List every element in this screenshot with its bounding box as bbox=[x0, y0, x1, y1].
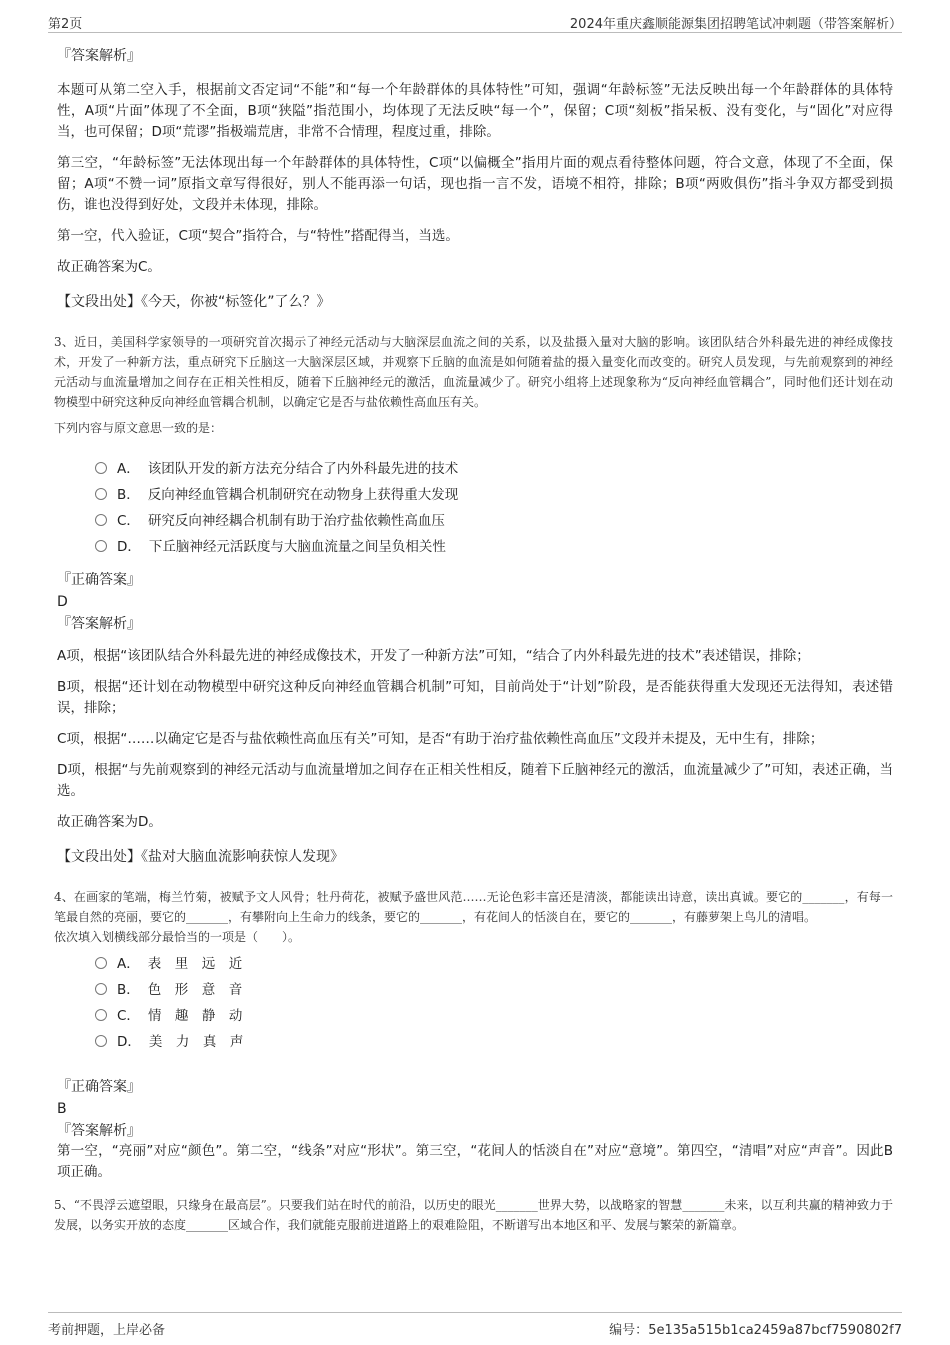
q3-analysis-d: D项，根据“与先前观察到的神经元活动与血流量增加之间存在正相关性相反，随着下丘脑神经元的激活，血流量减少了”可知，表述正确，当选。 bbox=[57, 762, 893, 799]
q4-analysis: 第一空，“亮丽”对应“颜色”。第二空，“线条”对应“形状”。第三空，“花间人的恬淡自在”对应“意境”。第四空，“清唱”对应“声音”。因此B项正确。 bbox=[57, 1143, 893, 1180]
footer-slogan: 考前押题，上岸必备 bbox=[48, 1323, 166, 1338]
q3-option-b[interactable]: B． 反向神经血管耦合机制研究在动物身上获得重大发现 bbox=[95, 482, 893, 508]
correct-label: 『正确答案』 bbox=[57, 572, 141, 588]
radio-icon[interactable] bbox=[95, 983, 107, 995]
q4-option-c[interactable]: C． 情 趣 静 动 bbox=[95, 1003, 893, 1029]
q3-source: 【文段出处】《盐对大脑血流影响获惊人发现》 bbox=[57, 849, 344, 865]
analysis-label: 『答案解析』 bbox=[57, 616, 141, 632]
q3-analysis-b: B项，根据“还计划在动物模型中研究这种反向神经血管耦合机制”可知，目前尚处于“计划”阶段，是否能获得重大发现还无法得知，表述错误，排除； bbox=[57, 679, 893, 716]
q4-prompt: 依次填入划横线部分最恰当的一项是（ ）。 bbox=[54, 930, 301, 944]
q2-source: 【文段出处】《今天，你被“标签化”了么？》 bbox=[57, 294, 331, 310]
q3-stem: 3、近日，美国科学家领导的一项研究首次揭示了神经元活动与大脑深层血流之间的关系，以及盐摄入量对大脑的影响。该团队结合外科最先进的神经成像技术，开发了一种新方法，重点研究下丘脑这一大脑深层区域，并观察下丘脑的血流是如何随着盐的摄入量变化而改变的。研究人员发现，与先前观察到的神经元活动与血流量增加之间存在正相关性相反，随着下丘脑神经元的激活，血流量减少了。研究小组将上述现象称为“反向神经血管耦合”，同时他们还计划在动物模型中研究这种反向神经血管耦合机制，以确定它是否与盐依赖性高血压有关。 bbox=[54, 335, 893, 409]
document-body bbox=[54, 46, 893, 1241]
q4-option-a[interactable]: A． 表 里 远 近 bbox=[95, 951, 893, 977]
correct-label: 『正确答案』 bbox=[57, 1079, 141, 1095]
q3-options bbox=[95, 456, 893, 560]
document-title: 2024年重庆鑫顺能源集团招聘笔试冲刺题（带答案解析） bbox=[569, 17, 902, 32]
analysis-label: 『答案解析』 bbox=[57, 48, 141, 64]
q2-analysis-p2: 第三空，“年龄标签”无法体现出每一个年龄群体的具体特性，C项“以偏概全”指用片面的观点看待整体问题，符合文意，体现了不全面，保留；A项“不赞一词”原指文章写得很好，别人不能再添一句话，现也指一言不发，语境不相符，排除；B项“两败俱伤”指斗争双方都受到损伤，谁也没得到好处，文段并未体现，排除。 bbox=[57, 155, 893, 213]
q3-option-d[interactable]: D． 下丘脑神经元活跃度与大脑血流量之间呈负相关性 bbox=[95, 534, 893, 560]
q3-answer: D bbox=[57, 594, 68, 610]
radio-icon[interactable] bbox=[95, 488, 107, 500]
q3-prompt: 下列内容与原文意思一致的是： bbox=[54, 421, 223, 435]
q2-analysis-p1: 本题可从第二空入手，根据前文否定词“不能”和“每一个年龄群体的具体特性”可知，强调“年龄标签”无法反映出每一个年龄群体的具体特性，A项“片面”体现了不全面，B项“狭隘”指范围小，均体现了无法反映“每一个”，保留；C项“刻板”指呆板、没有变化，与“固化”对应得当，也可保留；D项“荒谬”指极端荒唐，非常不合情理，程度过重，排除。 bbox=[57, 82, 893, 140]
q4-stem: 4、在画家的笔端，梅兰竹菊，被赋予文人风骨；牡丹荷花，被赋予盛世风范……无论色彩丰富还是清淡，都能读出诗意，读出真诚。要它的_______，有每一笔最自然的亮丽，要它的_______，有攀附向上生命力的线条，要它的_______，有花间人的恬淡自在，要它的_______，有藤萝架上鸟儿的清唱。 bbox=[54, 890, 893, 924]
q4-answer: B bbox=[57, 1101, 67, 1117]
q3-option-c[interactable]: C． 研究反向神经耦合机制有助于治疗盐依赖性高血压 bbox=[95, 508, 893, 534]
page-footer bbox=[48, 1312, 902, 1339]
q5-stem: 5、“不畏浮云遮望眼，只缘身在最高层”。只要我们站在时代的前沿，以历史的眼光_______世界大势，以战略家的智慧_______未来，以互利共赢的精神致力于发展，以务实开放的态度_______区域合作，我们就能克服前进道路上的艰难险阻，不断谱写出本地区和平、发展与繁荣的新篇章。 bbox=[54, 1198, 893, 1232]
radio-icon[interactable] bbox=[95, 1009, 107, 1021]
q3-analysis-a: A项，根据“该团队结合外科最先进的神经成像技术，开发了一种新方法”可知，“结合了内外科最先进的技术”表述错误，排除； bbox=[57, 648, 810, 664]
q4-options bbox=[95, 951, 893, 1055]
radio-icon[interactable] bbox=[95, 514, 107, 526]
q2-analysis-p3: 第一空，代入验证，C项“契合”指符合，与“特性”搭配得当，当选。 bbox=[57, 228, 459, 244]
q3-analysis-conclusion: 故正确答案为D。 bbox=[57, 814, 162, 830]
page-number: 第2页 bbox=[48, 17, 83, 32]
radio-icon[interactable] bbox=[95, 462, 107, 474]
radio-icon[interactable] bbox=[95, 1035, 107, 1047]
radio-icon[interactable] bbox=[95, 540, 107, 552]
q2-analysis-p4: 故正确答案为C。 bbox=[57, 259, 161, 275]
radio-icon[interactable] bbox=[95, 957, 107, 969]
page-header bbox=[48, 10, 902, 33]
footer-code: 编号：5e135a515b1ca2459a87bcf7590802f7 bbox=[609, 1323, 902, 1338]
q4-option-b[interactable]: B． 色 形 意 音 bbox=[95, 977, 893, 1003]
q3-analysis-c: C项，根据“……以确定它是否与盐依赖性高血压有关”可知，是否“有助于治疗盐依赖性高血压”文段并未提及，无中生有，排除； bbox=[57, 731, 824, 747]
q3-option-a[interactable]: A． 该团队开发的新方法充分结合了内外科最先进的技术 bbox=[95, 456, 893, 482]
q4-option-d[interactable]: D． 美 力 真 声 bbox=[95, 1029, 893, 1055]
analysis-label: 『答案解析』 bbox=[57, 1123, 141, 1139]
